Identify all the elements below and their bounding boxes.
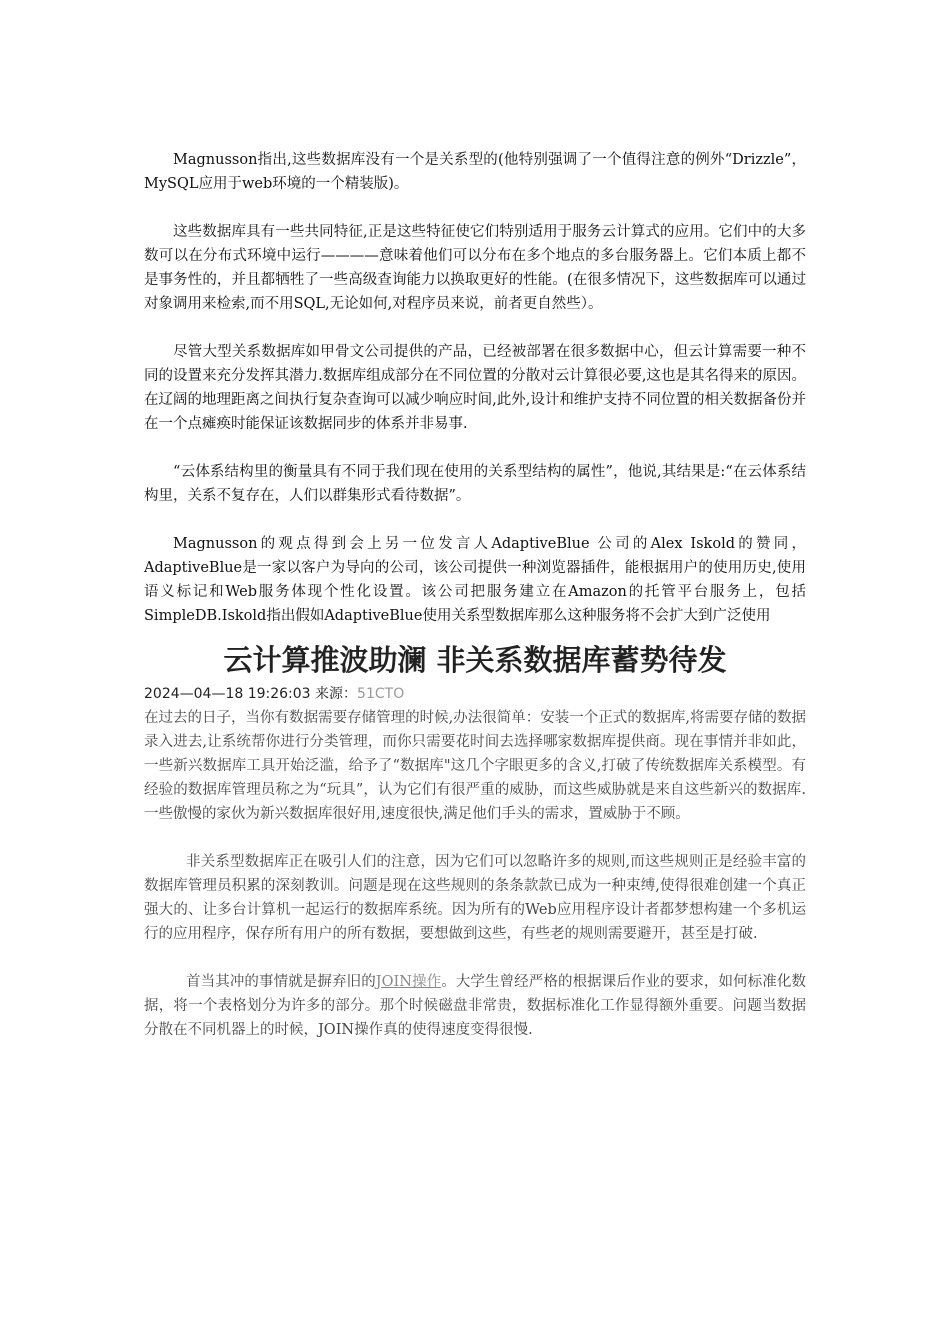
paragraph-3: 尽管大型关系数据库如甲骨文公司提供的产品，已经被部署在很多数据中心，但云计算需要一种不同的设置来充分发挥其潜力.数据库组成部分在不同位置的分散对云计算很必要,这也是其名得来的原因。在辽阔的地理距离之间执行复杂查询可以减少响应时间,此外,设计和维护支持不同位置的相关数据备份并在一个点瘫痪时能保证该数据同步的体系并非易事. bbox=[144, 344, 806, 432]
article-title: 云计算推波助澜 非关系数据库蓄势待发 bbox=[223, 643, 727, 677]
paragraph-4: “云体系结构里的衡量具有不同于我们现在使用的关系型结构的属性”，他说,其结果是:“在云体系结构里，关系不复存在，人们以群集形式看待数据”。 bbox=[144, 464, 806, 504]
paragraph-5: Magnusson的观点得到会上另一位发言人AdaptiveBlue 公司的Alex Iskold的赞同，AdaptiveBlue是一家以客户为导向的公司，该公司提供一种浏览器插件，能根据用户的使用历史,使用语义标记和Web服务体现个性化设置。该公司把服务建立在Amazon的托管平台服务上，包括SimpleDB.Iskold指出假如AdaptiveBlue使用关系型数据库那么这种服务将不会扩大到广泛使用 bbox=[144, 536, 806, 624]
document-page bbox=[144, 148, 806, 1066]
article-paragraph-2: 非关系型数据库正在吸引人们的注意，因为它们可以忽略许多的规则,而这些规则正是经验丰富的数据库管理员积累的深刻教训。问题是现在这些规则的条条款款已成为一种束缚,使得很难创建一个真正强大的、让多台计算机一起运行的数据库系统。因为所有的Web应用程序设计者都梦想构建一个多机运行的应用程序，保存所有用户的所有数据，要想做到这些，有些老的规则需要避开，甚至是打破. bbox=[144, 854, 806, 942]
article-paragraph-1: 在过去的日子，当你有数据需要存储管理的时候,办法很简单：安装一个正式的数据库,将需要存储的数据录入进去,让系统帮你进行分类管理，而你只需要花时间去选择哪家数据库提供商。现在事情并非如此，一些新兴数据库工具开始泛滥，给予了“数据库"这几个字眼更多的含义,打破了传统数据库关系模型。有经验的数据库管理员称之为“玩具”，认为它们有很严重的威胁，而这些威胁就是来自这些新兴的数据库.一些傲慢的家伙为新兴数据库很好用,速度很快,满足他们手头的需求，置威胁于不顾。 bbox=[144, 710, 806, 822]
join-operation-link[interactable]: JOIN操作 bbox=[375, 974, 442, 990]
paragraph-2: 这些数据库具有一些共同特征,正是这些特征使它们特别适用于服务云计算式的应用。它们中的大多数可以在分布式环境中运行————意味着他们可以分布在多个地点的多台服务器上。它们本质上都不是事务性的，并且都牺牲了一些高级查询能力以换取更好的性能。(在很多情况下，这些数据库可以通过对象调用来检索,而不用SQL,无论如何,对程序员来说，前者更自然些）。 bbox=[144, 224, 806, 312]
article-paragraph-3-start: 首当其冲的事情就是摒弃旧的 bbox=[186, 974, 376, 990]
paragraph-1: Magnusson指出,这些数据库没有一个是关系型的(他特别强调了一个值得注意的例外“Drizzle”，MySQL应用于web环境的一个精装版)。 bbox=[144, 152, 806, 192]
source-label: 来源： bbox=[315, 686, 358, 702]
article-meta bbox=[144, 684, 806, 704]
article-paragraph-3-end: 。大学生曾经严格的根据课后作业的要求，如何标准化数据，将一个表格划分为许多的部分。那个时候磁盘非常贵，数据标准化工作显得额外重要。问题当数据分散在不同机器上的时候，JOIN操作真的使得速度变得很慢. bbox=[144, 974, 806, 1038]
article-date: 2024—04—18 19:26:03 bbox=[144, 686, 311, 702]
article-source: 51CTO bbox=[357, 686, 405, 702]
article-paragraph-3 bbox=[144, 970, 806, 1042]
